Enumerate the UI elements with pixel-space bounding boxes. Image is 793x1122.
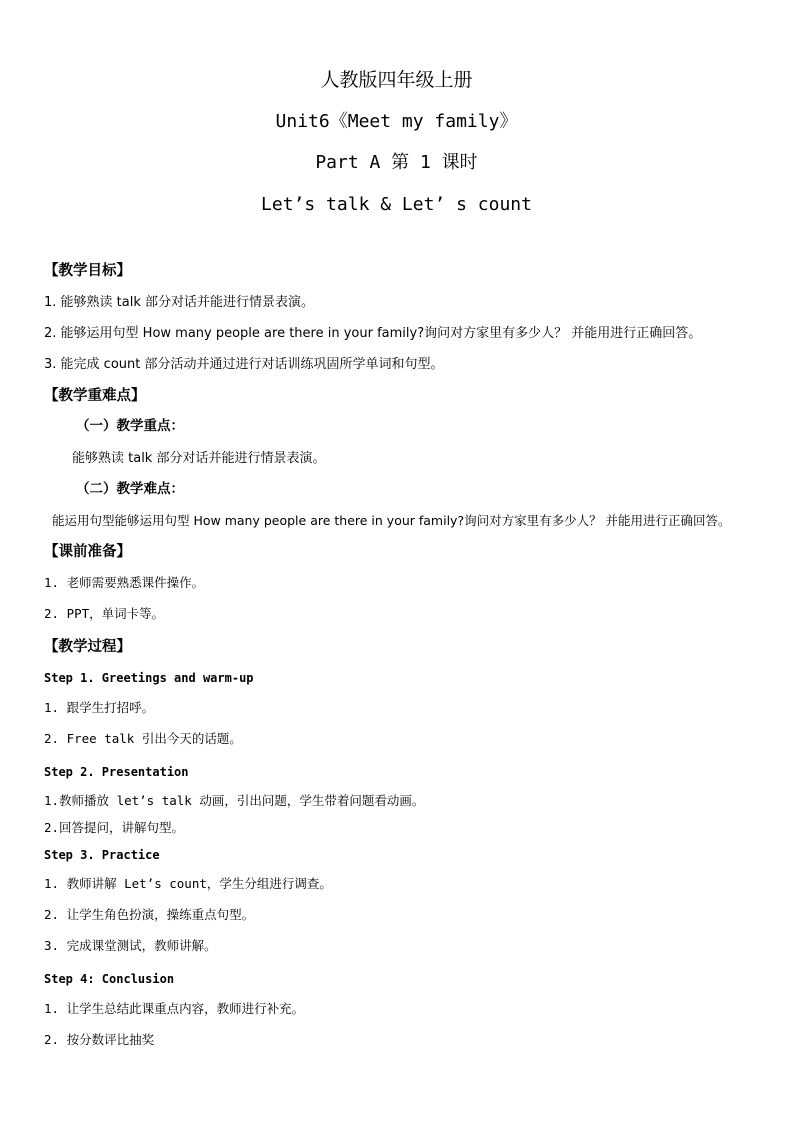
- step-title: Step 2. Presentation: [44, 765, 189, 779]
- step-item: 2. Free talk 引出今天的话题。: [44, 731, 242, 746]
- preparation-item: 1. 老师需要熟悉课件操作。: [44, 575, 205, 590]
- step-item: 2.回答提问，讲解句型。: [44, 820, 185, 835]
- step-item: 1. 教师讲解 Let’s count，学生分组进行调查。: [44, 876, 332, 891]
- step-item: 3. 完成课堂测试，教师讲解。: [44, 938, 217, 953]
- step-title: Step 1. Greetings and warm-up: [44, 671, 254, 685]
- lesson-topic-title: Let’s talk & Let’ s count: [261, 194, 532, 215]
- objective-item: 3. 能完成 count 部分活动并通过进行对话训练巩固所学单词和句型。: [44, 357, 444, 372]
- process-heading: 【教学过程】: [44, 639, 131, 655]
- step-title: Step 3. Practice: [44, 848, 160, 862]
- objective-item: 2. 能够运用句型 How many people are there in your family?询问对方家里有多少人？ 并能用进行正确回答。: [44, 326, 702, 341]
- difficult-point-text: 能运用句型能够运用句型 How many people are there in your family?询问对方家里有多少人？ 并能用进行正确回答。: [52, 513, 731, 528]
- step-item: 1. 跟学生打招呼。: [44, 700, 155, 715]
- step-item: 2. 让学生角色扮演，操练重点句型。: [44, 907, 255, 922]
- key-point-text: 能够熟读 talk 部分对话并能进行情景表演。: [72, 451, 326, 466]
- preparation-item: 2. PPT，单词卡等。: [44, 606, 165, 621]
- lesson-part-title: Part A 第 1 课时: [315, 152, 478, 173]
- objectives-heading: 【教学目标】: [44, 263, 131, 279]
- key-point-label: （一）教学重点：: [76, 418, 184, 434]
- difficult-point-label: （二）教学难点：: [76, 481, 184, 497]
- step-item: 1.教师播放 let’s talk 动画，引出问题，学生带着问题看动画。: [44, 793, 425, 808]
- key-points-heading: 【教学重难点】: [44, 388, 146, 404]
- objective-item: 1. 能够熟读 talk 部分对话并能进行情景表演。: [44, 295, 315, 310]
- step-title: Step 4: Conclusion: [44, 972, 175, 986]
- step-item: 2. 按分数评比抽奖: [44, 1032, 155, 1047]
- preparation-heading: 【课前准备】: [44, 544, 131, 560]
- document-title: 人教版四年级上册: [320, 69, 473, 91]
- unit-title: Unit6《Meet my family》: [275, 111, 518, 132]
- step-item: 1. 让学生总结此课重点内容，教师进行补充。: [44, 1001, 305, 1016]
